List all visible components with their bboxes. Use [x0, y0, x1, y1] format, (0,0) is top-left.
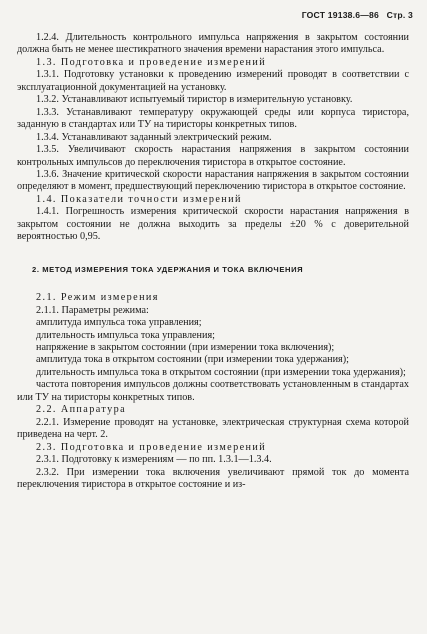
page-header [302, 10, 413, 20]
page-number: Стр. 3 [386, 10, 413, 20]
paragraph: амплитуда тока в открытом состоянии (при измерении тока удержания); [36, 354, 349, 366]
section-heading: 2. МЕТОД ИЗМЕРЕНИЯ ТОКА УДЕРЖАНИЯ И ТОКА ВКЛЮЧЕНИЯ [32, 264, 304, 274]
subsection-title: 1.3. Подготовка и проведение измерений [36, 56, 267, 68]
paragraph: длительность импульса тока управления; [36, 329, 215, 341]
paragraph: 2.1.1. Параметры режима: [36, 304, 149, 316]
paragraph: 2.3.1. Подготовку к измерениям — по пп. 1.3.1—1.3.4. [36, 454, 272, 466]
paragraph: 1.3.3. Устанавливают температуру окружающей среды или корпуса тиристора, заданную в стандартах или ТУ на тиристоры конкретных типов. [17, 106, 409, 131]
paragraph: частота повторения импульсов должны соответствовать установленным в стандартах или ТУ на тиристоры конкретных типов. [17, 379, 409, 403]
section-1 [17, 32, 409, 244]
paragraph: 2.3.2. При измерении тока включения увеличивают прямой ток до момента переключения тиристора в открытое состояние и из- [17, 466, 409, 490]
document-body [17, 32, 409, 491]
subsection-title: 1.4. Показатели точности измерений [36, 193, 242, 205]
paragraph: напряжение в закрытом состоянии (при измерении тока включения); [36, 341, 335, 353]
paragraph: 1.3.6. Значение критической скорости нарастания напряжения в закрытом состоянии определяют в момент, предшествующий переключению тиристора в открытое состояние. [17, 168, 409, 193]
section-2 [17, 292, 409, 491]
paragraph: 2.2.1. Измерение проводят на установке, электрическая структурная схема которой приведена на черт. 2. [17, 416, 409, 441]
paragraph: 1.3.4. Устанавливают заданный электрический режим. [36, 131, 272, 143]
subsection-title: 2.1. Режим измерения [36, 292, 159, 304]
paragraph: 1.3.1. Подготовку установки к проведению измерений проводят в соответствии с эксплуатационной документацией на установку. [17, 69, 409, 93]
subsection-title: 2.3. Подготовка и проведение измерений [36, 441, 267, 453]
paragraph: 1.3.2. Устанавливают испытуемый тиристор в измерительную установку. [36, 94, 353, 106]
paragraph: амплитуда импульса тока управления; [36, 317, 202, 329]
subsection-title: 2.2. Аппаратура [36, 404, 126, 416]
paragraph: 1.4.1. Погрешность измерения критической скорости нарастания напряжения в закрытом состоянии не должна выходить за пределы ±20 % с доверительной вероятностью 0,95. [17, 206, 409, 243]
standard-number: ГОСТ 19138.6—86 [301, 10, 379, 20]
paragraph: 1.2.4. Длительность контрольного импульса напряжения в закрытом состоянии должна быть не менее шестикратного значения времени нарастания этого импульса. [17, 32, 409, 56]
paragraph: длительность импульса тока в открытом состоянии (при измерении тока удержания); [36, 366, 406, 378]
paragraph: 1.3.5. Увеличивают скорость нарастания напряжения в закрытом состоянии контрольных импульсов до переключения тиристора в открытое состояние. [17, 144, 409, 168]
